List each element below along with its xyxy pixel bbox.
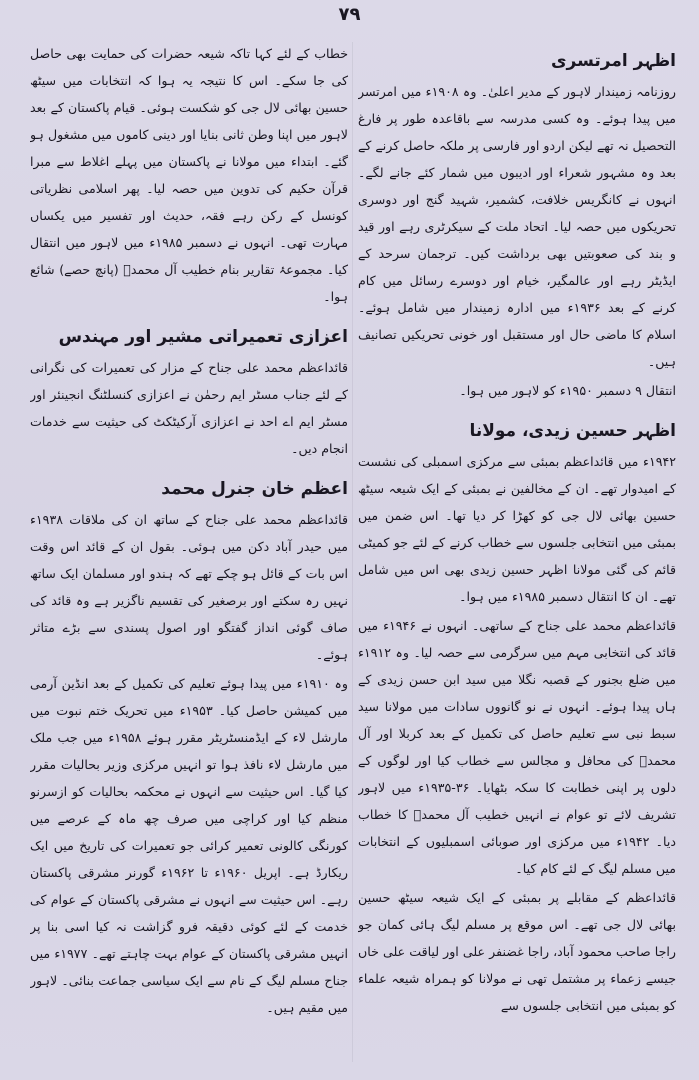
paragraph: ۱۹۴۲ء میں قائداعظم بمبئی سے مرکزی اسمبلی کی نشست کے امیدوار تھے۔ ان کے مخالفین نے بمبئی کے ایک شیعہ سیٹھ حسین بھائی لال جی کو کھڑا کر دیا تھا۔ اس ضمن میں بمبئی میں انتخابی جلسوں سے خطاب کرنے کے لئے جو کمیٹی قائم کی گئی مولانا اظہر حسین زیدی بھی اس میں شامل تھے۔ ان کا انتقال دسمبر ۱۹۸۵ء میں ہوا۔: [358, 454, 676, 604]
column-divider: [352, 42, 353, 1062]
heading-azhar-hussain-zaidi: اظہر حسین زیدی، مولانا: [469, 421, 676, 441]
heading-honorary-architect-engineer: اعزازی تعمیراتی مشیر اور مہندس: [58, 327, 348, 347]
paragraph: انتقال ۹ دسمبر ۱۹۵۰ء کو لاہور میں ہوا۔: [459, 383, 676, 398]
paragraph: قائداعظم محمد علی جناح کے ساتھ ان کی ملاقات ۱۹۳۸ء میں حیدر آباد دکن میں ہوئی۔ بقول ان کے قائد اس وقت اس بات کے قائل ہو چکے تھے کہ ہندو اور مسلمان ایک ساتھ نہیں رہ سکتے اور برصغیر کی تقسیم ناگزیر ہے وہ قائد کی صاف گوئی انداز گفتگو اور اصول پسندی سے بڑے متاثر ہوئے۔: [30, 512, 348, 662]
paragraph: وہ ۱۹۱۰ء میں پیدا ہوئے تعلیم کی تکمیل کے بعد انڈین آرمی میں کمیشن حاصل کیا۔ ۱۹۵۳ء میں تحریک ختم نبوت میں مارشل لاء کے ایڈمنسٹریٹر مقرر ہوئے ۱۹۵۸ء میں جب ملک میں مارشل لاء نافذ ہوا تو انہیں مرکزی وزیر بحالیات مقرر کیا گیا۔ اس حیثیت سے انہوں نے محکمہ بحالیات کو ازسرنو منظم کیا اور کراچی میں صرف چھ ماہ کے عرصے میں کورنگی کالونی تعمیر کرائی جو تعمیرات کی تاریخ میں ایک ریکارڈ ہے۔ اپریل ۱۹۶۰ء تا ۱۹۶۲ء گورنر مشرقی پاکستان رہے۔ اس حیثیت سے انہوں نے مشرقی پاکستان کے عوام کی خدمت کے لئے کوئی دقیقہ فرو گزاشت نہ کیا اسی بنا پر انہیں مشرقی پاکستان کے عوام بہت چاہتے تھے۔ ۱۹۷۷ء میں جناح مسلم لیگ کے نام سے ایک سیاسی جماعت بنائی۔ لاہور میں مقیم ہیں۔: [30, 676, 348, 1015]
paragraph: قائداعظم کے مقابلے پر بمبئی کے ایک شیعہ سیٹھ حسین بھائی لال جی تھے۔ اس موقع پر مسلم لیگ ہائی کمان جو راجا صاحب محمود آباد، راجا غضنفر علی اور لیاقت علی خاں جیسے زعماء پر مشتمل تھی نے مولانا کو ہمراہ شیعہ علماء کو بمبئی میں انتخابی جلسوں سے: [358, 890, 676, 1013]
page-number: ۷۹: [338, 4, 361, 25]
paragraph: قائداعظم محمد علی جناح کے ساتھی۔ انہوں نے ۱۹۴۶ء میں قائد کی انتخابی مہم میں سرگرمی سے حصہ لیا۔ وہ ۱۹۱۲ء میں ضلع بجنور کے قصبہ نگلا میں سید ابن حسن زیدی کے ہاں پیدا ہوئے۔ انہوں نے نو گانووں سادات میں مولانا سید سبط نبی سے تعلیم حاصل کی تکمیل کے بعد کربلا اور آل محمدؐ کی محافل و مجالس سے خطاب کیا اور لوگوں کے دلوں پر اپنی خطابت کا سکہ بٹھایا۔ ۳۶-۱۹۳۵ء میں لاہور تشریف لائے تو عوام نے انہیں خطیب آل محمدؐ کا خطاب دیا۔ ۱۹۴۲ء میں مرکزی اور صوبائی اسمبلیوں کے انتخابات میں مسلم لیگ کے لئے کام کیا۔: [358, 618, 676, 876]
right-column: [358, 40, 676, 1070]
left-column: [30, 40, 348, 1070]
heading-azam-khan-general: اعظم خان جنرل محمد: [161, 479, 348, 499]
paragraph: قائداعظم محمد علی جناح کے مزار کی تعمیرات کی نگرانی کے لئے جناب مسٹر ایم رحمٰن نے اعزازی کنسلٹنگ انجینئر اور مسٹر ایم اے احد نے اعزازی آرکیٹکٹ کی حیثیت سے خدمات انجام دیں۔: [30, 360, 348, 456]
paragraph: روزنامہ زمیندار لاہور کے مدیر اعلیٰ۔ وہ ۱۹۰۸ء میں امرتسر میں پیدا ہوئے۔ وہ کسی مدرسہ سے باقاعدہ طور پر فارغ التحصیل نہ تھے لیکن اردو اور فارسی پر ملکہ حاصل کرنے کے بعد وہ مشہور شعراء اور ادیبوں میں شمار کئے جانے لگے۔ انہوں نے کانگریس خلافت، کشمیر، شہید گنج اور دوسری تحریکوں میں حصہ لیا۔ اتحاد ملت کے سیکرٹری رہے اور قید و بند کی صعوبتیں بھی برداشت کیں۔ ترجمان سرحد کے ایڈیٹر رہے اور عالمگیر، خیام اور دوسرے رسائل میں کام کرنے کے بعد ۱۹۳۶ء میں ادارہ زمیندار میں شامل ہوئے۔ اسلام کا ماضی حال اور مستقبل اور خونی تحریکیں تصانیف ہیں۔: [358, 84, 676, 369]
heading-azhar-amritsari: اظہر امرتسری: [550, 51, 676, 71]
paragraph: خطاب کے لئے کہا تاکہ شیعہ حضرات کی حمایت بھی حاصل کی جا سکے۔ اس کا نتیجہ یہ ہوا کہ انتخابات میں سیٹھ حسین بھائی لال جی کو شکست ہوئی۔ قیام پاکستان کے بعد لاہور میں اپنا وطن ثانی بنایا اور دینی کاموں میں مشغول ہو گئے۔ ابتداء میں مولانا نے پاکستان میں پہلے اغلاط سے مبرا قرآن حکیم کی تدوین میں حصہ لیا۔ پھر اسلامی نظریاتی کونسل کے رکن رہے فقہ، حدیث اور تفسیر میں یکساں مہارت تھی۔ انہوں نے دسمبر ۱۹۸۵ء میں لاہور میں انتقال کیا۔ مجموعۂ تقاریر بنام خطیب آل محمدؐ (پانچ حصے) شائع ہوا۔: [30, 46, 348, 304]
